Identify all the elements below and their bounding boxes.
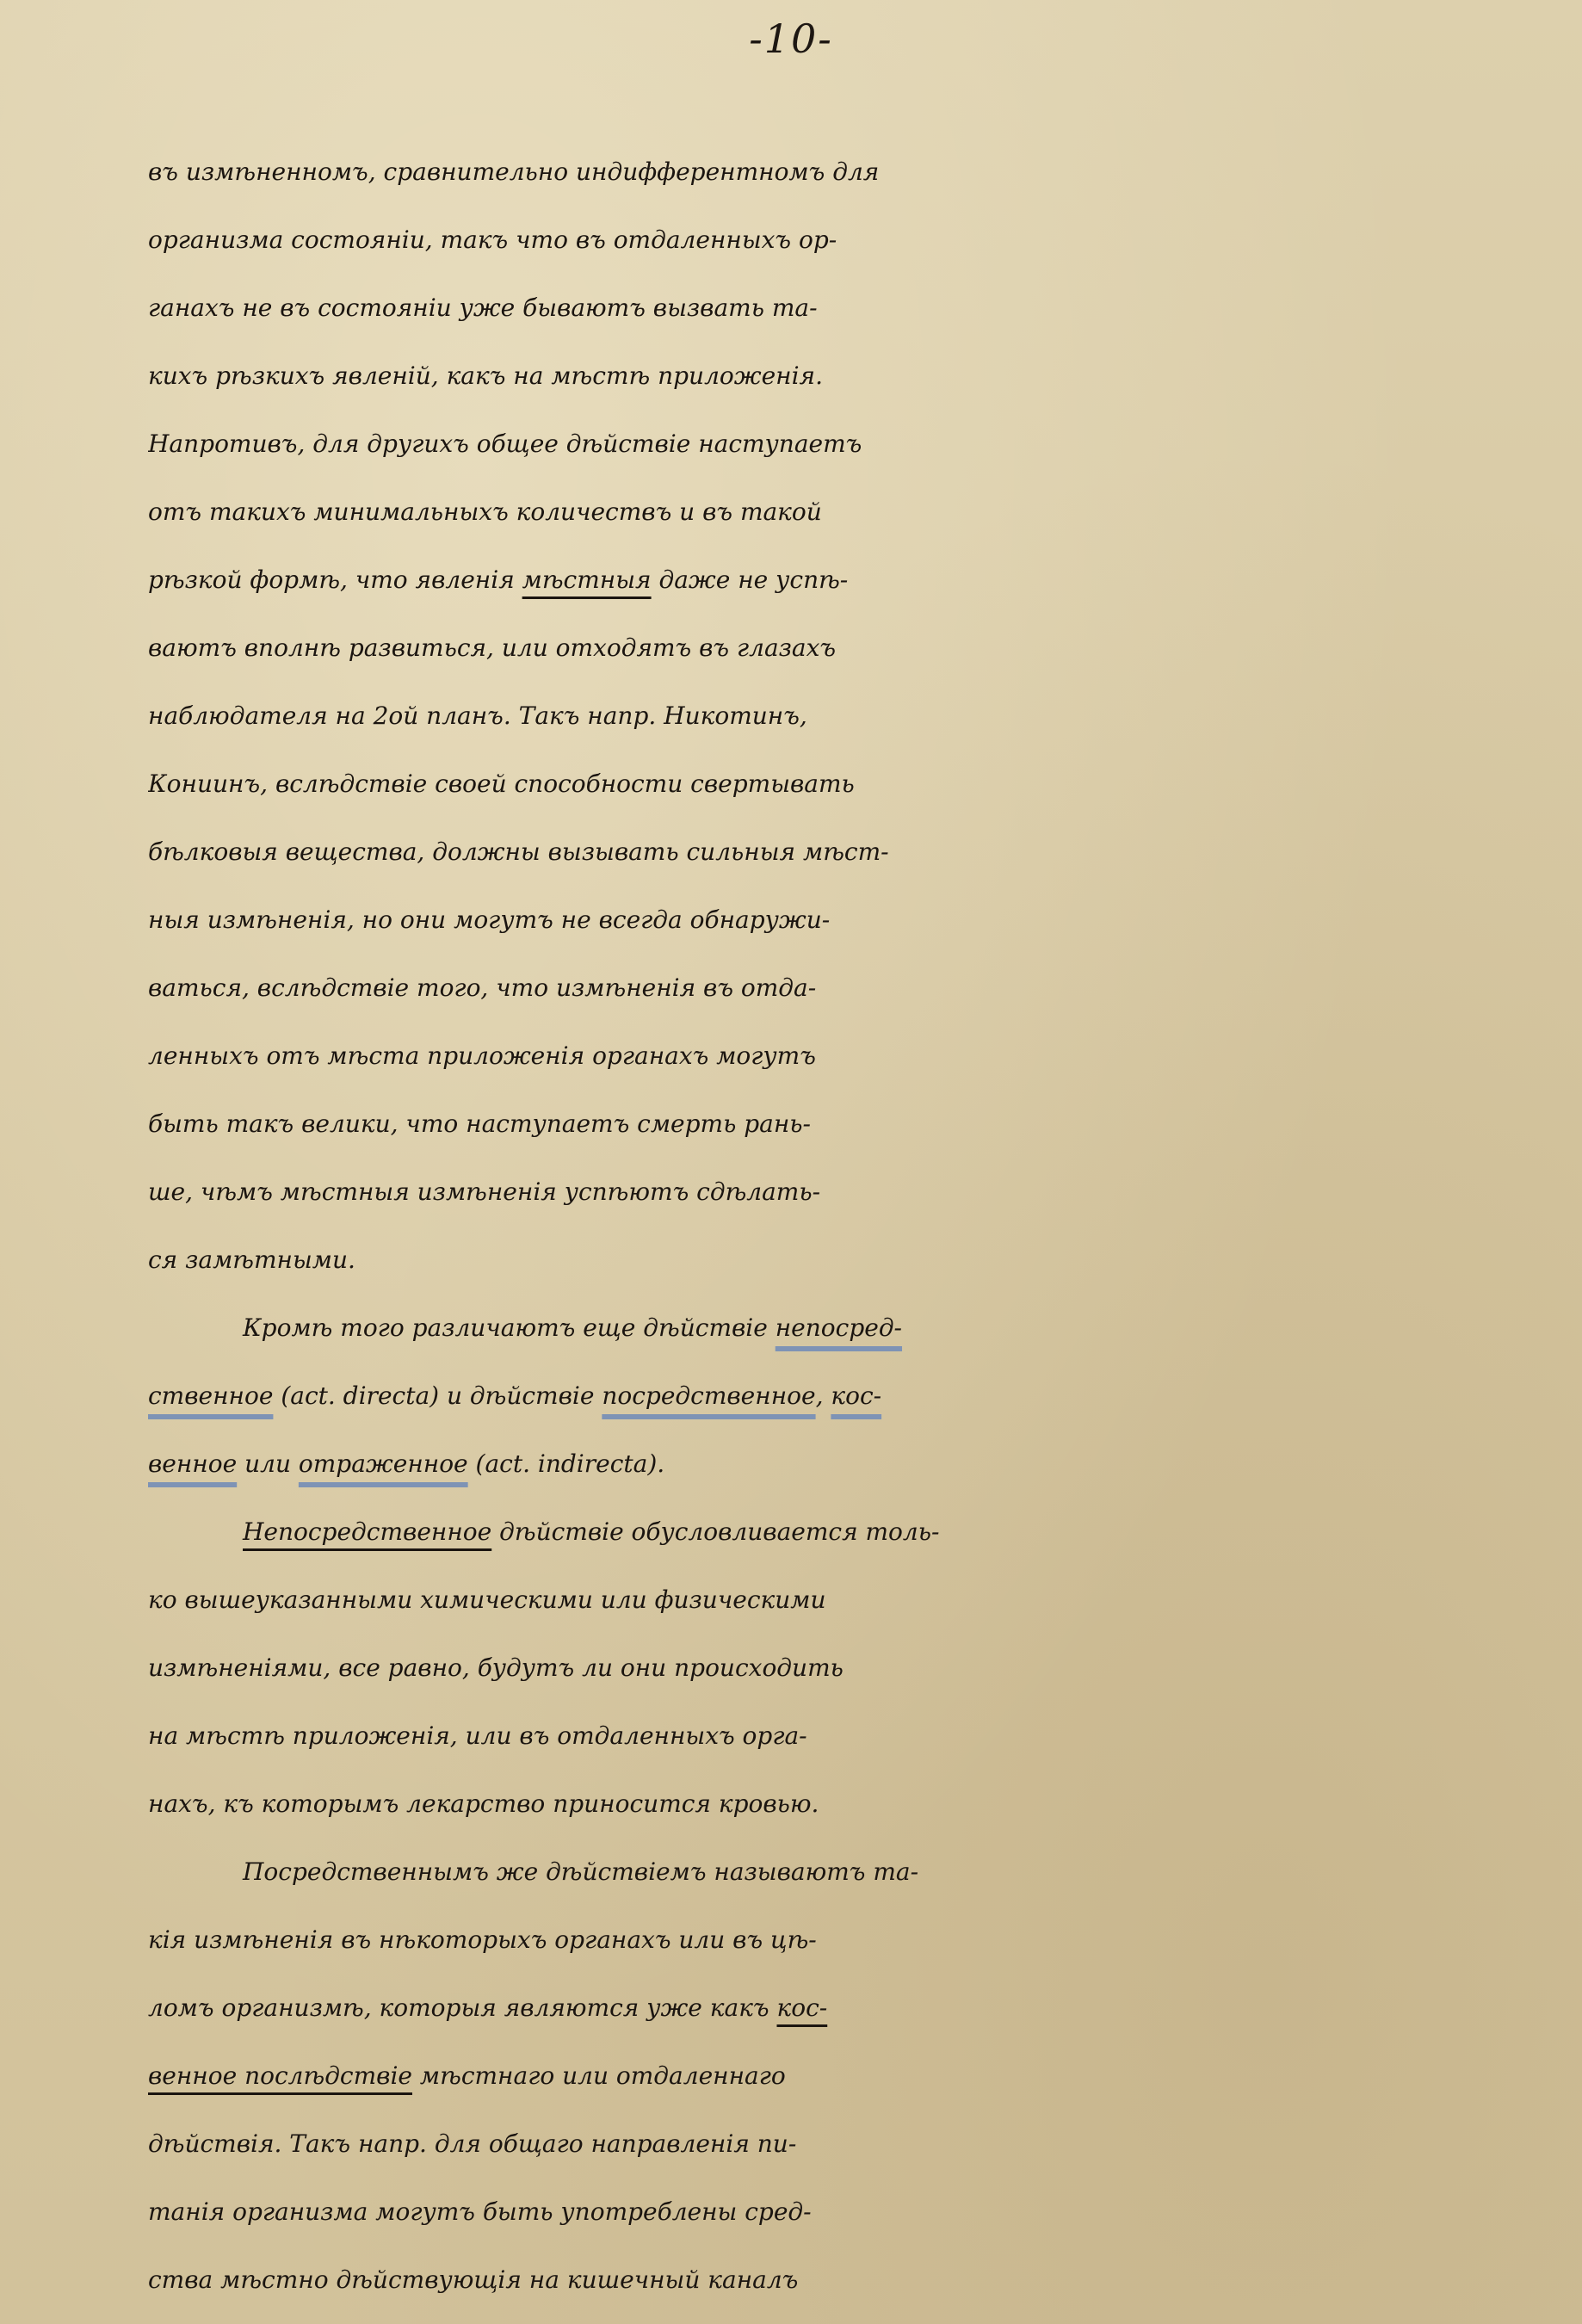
underlined-term: ственное bbox=[148, 1381, 274, 1410]
text-segment: ломъ организмѣ, которыя являются уже какъ bbox=[148, 1993, 777, 2022]
text-line bbox=[148, 1566, 1491, 1634]
text-segment: организма состояніи, такъ что въ отдаленныхъ ор- bbox=[148, 226, 837, 254]
text-line bbox=[148, 206, 1491, 274]
text-line bbox=[148, 1362, 1491, 1430]
text-segment: на мѣстѣ приложенія, или въ отдаленныхъ орга- bbox=[148, 1721, 807, 1750]
text-line bbox=[148, 1430, 1491, 1498]
text-line bbox=[148, 818, 1491, 886]
page-number: -10- bbox=[749, 15, 833, 62]
text-line bbox=[148, 274, 1491, 342]
text-line bbox=[148, 2110, 1491, 2178]
text-line bbox=[148, 1022, 1491, 1090]
text-line bbox=[148, 682, 1491, 750]
underlined-term: венное послѣдствіе bbox=[148, 2061, 412, 2090]
text-line bbox=[148, 342, 1491, 410]
text-segment: дѣйствія. Такъ напр. для общаго направленія пи- bbox=[148, 2129, 797, 2158]
text-segment: кія измѣненія въ нѣкоторыхъ органахъ или въ цѣ- bbox=[148, 1925, 817, 1954]
text-segment: Напротивъ, для другихъ общее дѣйствіе наступаетъ bbox=[148, 430, 862, 458]
handwritten-text-block bbox=[148, 138, 1491, 2314]
text-line bbox=[148, 1838, 1491, 1906]
text-line bbox=[148, 2042, 1491, 2110]
text-segment: ше, чѣмъ мѣстныя измѣненія успѣютъ сдѣлать- bbox=[148, 1177, 821, 1206]
text-segment: измѣненіями, все равно, будутъ ли они происходить bbox=[148, 1653, 844, 1682]
text-segment: ленныхъ отъ мѣста приложенія органахъ могутъ bbox=[148, 1041, 816, 1070]
text-line bbox=[148, 1634, 1491, 1702]
text-line bbox=[148, 1294, 1491, 1362]
text-segment: танія организма могутъ быть употреблены сред- bbox=[148, 2197, 812, 2226]
text-segment: кихъ рѣзкихъ явленій, какъ на мѣстѣ приложенія. bbox=[148, 362, 823, 390]
text-segment: Кромѣ того различаютъ еще дѣйствіе bbox=[243, 1313, 776, 1342]
text-segment: дѣйствіе обусловливается толь- bbox=[491, 1517, 940, 1546]
text-line bbox=[148, 1770, 1491, 1838]
text-segment: рѣзкой формѣ, что явленія bbox=[148, 566, 522, 594]
text-line bbox=[148, 750, 1491, 818]
underlined-term: кос- bbox=[831, 1381, 882, 1410]
text-segment: ныя измѣненія, но они могутъ не всегда обнаружи- bbox=[148, 905, 831, 934]
underlined-term: Непосредственное bbox=[243, 1517, 492, 1546]
text-segment: мѣстнаго или отдаленнаго bbox=[412, 2061, 786, 2090]
text-line bbox=[148, 954, 1491, 1022]
underlined-term: мѣстныя bbox=[522, 566, 652, 594]
text-segment: ко вышеуказанными химическими или физическими bbox=[148, 1585, 826, 1614]
text-segment: въ измѣненномъ, сравнительно индифферентномъ для bbox=[148, 158, 880, 186]
text-segment: Кониинъ, вслѣдствіе своей способности свертывать bbox=[148, 770, 855, 798]
underlined-term: отраженное bbox=[298, 1449, 468, 1478]
text-segment: или bbox=[237, 1449, 299, 1478]
text-line bbox=[148, 410, 1491, 478]
text-segment: ганахъ не въ состояніи уже бываютъ вызвать та- bbox=[148, 294, 818, 322]
underlined-term: посредственное bbox=[602, 1381, 816, 1410]
underlined-term: венное bbox=[148, 1449, 238, 1478]
text-line bbox=[148, 1974, 1491, 2042]
text-segment: быть такъ велики, что наступаетъ смерть рань- bbox=[148, 1109, 811, 1138]
text-segment: ваютъ вполнѣ развиться, или отходятъ въ глазахъ bbox=[148, 634, 837, 662]
text-line bbox=[148, 2178, 1491, 2246]
text-line bbox=[148, 1498, 1491, 1566]
text-line bbox=[148, 1090, 1491, 1158]
text-segment: ваться, вслѣдствіе того, что измѣненія въ отда- bbox=[148, 973, 817, 1002]
text-line bbox=[148, 2246, 1491, 2314]
text-line bbox=[148, 614, 1491, 682]
text-segment: бѣлковыя вещества, должны вызывать сильныя мѣст- bbox=[148, 838, 889, 866]
text-segment: , bbox=[815, 1381, 831, 1410]
text-line bbox=[148, 1226, 1491, 1294]
text-segment: нахъ, къ которымъ лекарство приносится кровью. bbox=[148, 1789, 819, 1818]
text-segment: (act. directa) и дѣйствіе bbox=[273, 1381, 603, 1410]
text-line bbox=[148, 886, 1491, 954]
text-line bbox=[148, 1702, 1491, 1770]
underlined-term: непосред- bbox=[775, 1313, 903, 1342]
text-line bbox=[148, 478, 1491, 546]
text-line bbox=[148, 138, 1491, 206]
text-segment: наблюдателя на 2ой планъ. Такъ напр. Никотинъ, bbox=[148, 702, 807, 730]
text-segment: ства мѣстно дѣйствующія на кишечный каналъ bbox=[148, 2265, 799, 2294]
text-segment: (act. indirecta). bbox=[467, 1449, 665, 1478]
text-line bbox=[148, 546, 1491, 614]
underlined-term: кос- bbox=[776, 1993, 828, 2022]
text-line bbox=[148, 1906, 1491, 1974]
text-segment: Посредственнымъ же дѣйствіемъ называютъ та- bbox=[243, 1857, 919, 1886]
text-segment: даже не успѣ- bbox=[651, 566, 849, 594]
text-segment: ся замѣтными. bbox=[148, 1245, 355, 1274]
text-segment: отъ такихъ минимальныхъ количествъ и въ такой bbox=[148, 498, 822, 526]
text-line bbox=[148, 1158, 1491, 1226]
